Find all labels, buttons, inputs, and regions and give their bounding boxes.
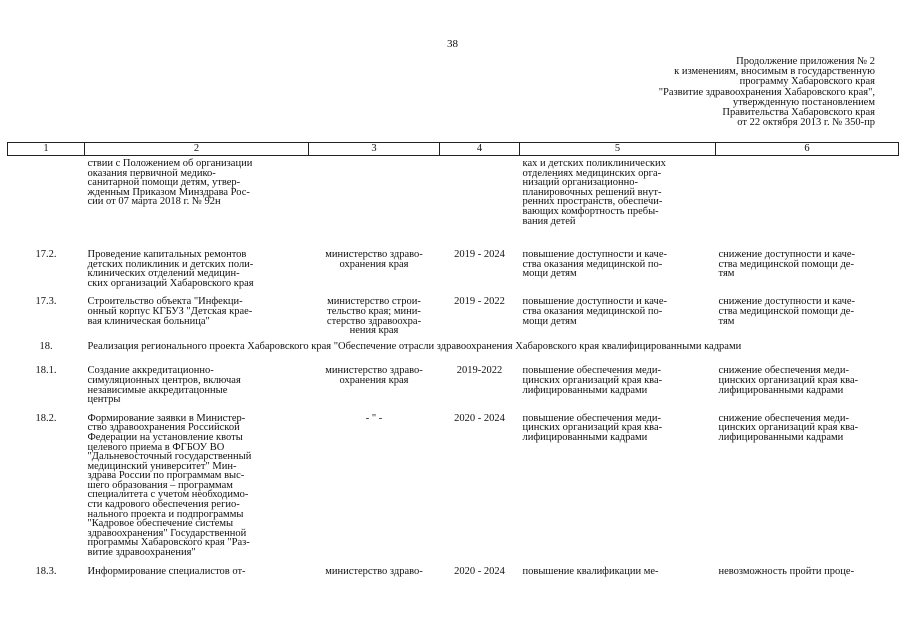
table-row: [8, 241, 899, 288]
program-measures-table: [7, 142, 899, 576]
measure-description-cell: [85, 156, 309, 242]
item-number-cell: [8, 357, 85, 404]
table-row: [8, 156, 899, 242]
cell-line: лифицированными кадрами: [718, 384, 844, 396]
cell-text: 2019 - 2022: [454, 296, 505, 308]
cell-line: "Кадровое обеспечение системы: [87, 518, 234, 530]
cell-text: 18.: [39, 340, 53, 352]
cell-line: низаций организационно-: [522, 177, 639, 189]
cell-line: ства оказания медицинской по-: [522, 258, 663, 270]
cell-line: сии от 07 марта 2018 г. № 92н: [87, 196, 221, 208]
header-line: программу Хабаровского края: [739, 76, 875, 88]
cell-line: здрава России по программам выс-: [87, 470, 245, 482]
cell-line: министерство здраво-: [325, 565, 423, 577]
column-number: 5: [520, 143, 716, 156]
cell-text: 2019 - 2024: [454, 249, 505, 260]
cell-line: снижение обеспечения меди-: [718, 412, 850, 424]
period-cell: [440, 288, 520, 335]
measure-description-cell: [85, 357, 309, 404]
cell-line: целевого приема в ФГБОУ ВО: [87, 441, 225, 453]
page-number: 38: [447, 38, 458, 50]
table-row: [8, 405, 899, 558]
consequence-cell: [716, 241, 899, 288]
cell-line: повышение доступности и каче-: [522, 296, 667, 308]
cell-line: вающих комфортность пребы-: [522, 205, 659, 217]
cell-line: детских поликлиник и детских поли-: [87, 258, 254, 270]
header-line: "Развитие здравоохранения Хабаровского края",: [658, 86, 875, 98]
cell-line: вания детей: [522, 215, 576, 227]
cell-line: программы Хабаровского края "Раз-: [87, 537, 250, 549]
item-number-cell: [8, 558, 85, 577]
cell-text: 18.1.: [35, 365, 57, 377]
cell-line: Информирование специалистов от-: [87, 565, 246, 577]
consequence-cell: [716, 405, 899, 558]
cell-text: 17.2.: [35, 249, 57, 260]
cell-line: министерство здраво-: [325, 249, 423, 260]
item-number-cell: [8, 288, 85, 335]
item-number-cell: [8, 156, 85, 242]
cell-line: снижение доступности и каче-: [718, 249, 856, 260]
cell-line: тельство края; мини-: [327, 305, 421, 317]
cell-line: отделениях медицинских орга-: [522, 167, 662, 179]
cell-line: министерство здраво-: [325, 365, 423, 377]
responsible-executor-cell: [309, 405, 440, 558]
cell-line: центры: [87, 394, 121, 406]
cell-line: Создание аккредитационно-: [87, 365, 214, 377]
cell-line: специалитета с учетом необходимо-: [87, 489, 249, 501]
consequence-cell: [716, 357, 899, 404]
cell-text: 2020 - 2024: [454, 412, 505, 424]
cell-line: снижение обеспечения меди-: [718, 365, 850, 377]
section-number-cell: [8, 336, 85, 358]
period-cell: [440, 357, 520, 404]
cell-line: тям: [718, 268, 735, 280]
cell-line: цинских организаций края ква-: [718, 374, 859, 386]
cell-line: здравоохранения" Государственной: [87, 527, 247, 539]
column-number: 2: [85, 143, 309, 156]
cell-line: витие здравоохранения": [87, 547, 196, 559]
cell-text: 2019-2022: [456, 365, 503, 377]
cell-line: независимые аккредитацонные: [87, 384, 228, 396]
responsible-executor-cell: [309, 357, 440, 404]
header-line: Правительства Хабаровского края: [722, 107, 875, 119]
period-cell: [440, 405, 520, 558]
table-row: [8, 558, 899, 577]
cell-line: нального проекта и подпрограммы: [87, 508, 244, 520]
section-row: [8, 336, 899, 358]
cell-line: планировочных решений внут-: [522, 186, 662, 198]
header-line: утвержденную постановлением: [732, 96, 875, 108]
measure-description-cell: [85, 241, 309, 288]
cell-line: ства медицинской помощи де-: [718, 258, 854, 270]
period-cell: [440, 156, 520, 242]
cell-line: охранения края: [339, 258, 409, 270]
cell-line: ство здравоохранения Российской: [87, 422, 240, 434]
cell-line: мощи детям: [522, 315, 577, 327]
cell-line: санитарной помощи детям, утвер-: [87, 177, 241, 189]
cell-line: Федерации на установление квоты: [87, 431, 243, 443]
responsible-executor-cell: [309, 241, 440, 288]
cell-line: ства медицинской помощи де-: [718, 305, 854, 317]
cell-line: медицинский университет" Мин-: [87, 460, 237, 472]
cell-line: ренних пространств, обеспечи-: [522, 196, 663, 208]
column-number: 3: [309, 143, 440, 156]
consequence-cell: [716, 156, 899, 242]
header-line: Продолжение приложения № 2: [736, 56, 875, 67]
table-row: [8, 357, 899, 404]
section-title: Реализация регионального проекта Хабаровского края "Обеспечение отрасли здравоохранения Хабаровского края квалифицированными кадрами: [87, 340, 742, 352]
cell-line: жденным Приказом Минздрава Рос-: [87, 186, 250, 198]
cell-line: - " -: [365, 412, 383, 424]
cell-line: повышение доступности и каче-: [522, 249, 667, 260]
cell-line: повышение обеспечения меди-: [522, 365, 661, 377]
expected-result-cell: [520, 241, 716, 288]
expected-result-cell: [520, 156, 716, 242]
cell-line: Формирование заявки в Министер-: [87, 412, 246, 424]
cell-line: мощи детям: [522, 268, 577, 280]
measure-description-cell: [85, 405, 309, 558]
consequence-cell: [716, 288, 899, 335]
cell-line: министерство строи-: [327, 296, 421, 308]
item-number-cell: [8, 241, 85, 288]
expected-result-cell: [520, 405, 716, 558]
header-line: к изменениям, вносимым в государственную: [674, 66, 875, 78]
cell-line: повышение квалификации ме-: [522, 565, 659, 577]
responsible-executor-cell: [309, 558, 440, 577]
cell-text: 17.3.: [35, 296, 57, 308]
cell-line: тям: [718, 315, 735, 327]
cell-line: онный корпус КГБУЗ "Детская крае-: [87, 305, 253, 317]
measure-description-cell: [85, 288, 309, 335]
responsible-executor-cell: [309, 288, 440, 335]
cell-line: лифицированными кадрами: [522, 384, 648, 396]
cell-line: лифицированными кадрами: [522, 431, 648, 443]
cell-line: ства оказания медицинской по-: [522, 305, 663, 317]
cell-line: Проведение капитальных ремонтов: [87, 249, 247, 260]
column-number-row: [8, 143, 899, 156]
cell-line: стерство здравоохра-: [326, 315, 422, 327]
cell-line: охранения края: [339, 374, 409, 386]
cell-text: 2020 - 2024: [454, 565, 505, 577]
expected-result-cell: [520, 558, 716, 577]
consequence-cell: [716, 558, 899, 577]
cell-line: клинических отделений медицин-: [87, 268, 240, 280]
table-row: [8, 288, 899, 335]
cell-line: ках и детских поликлинических: [522, 158, 666, 169]
period-cell: [440, 558, 520, 577]
expected-result-cell: [520, 357, 716, 404]
appendix-header: [555, 57, 875, 128]
period-cell: [440, 241, 520, 288]
cell-line: ских организаций Хабаровского края: [87, 277, 254, 289]
expected-result-cell: [520, 288, 716, 335]
responsible-executor-cell: [309, 156, 440, 242]
measure-description-cell: [85, 558, 309, 577]
cell-line: нения края: [349, 325, 399, 337]
item-number-cell: [8, 405, 85, 558]
cell-line: цинских организаций края ква-: [718, 422, 859, 434]
cell-line: ствии с Положением об организации: [87, 158, 253, 169]
cell-line: "Дальневосточный государственный: [87, 451, 252, 463]
cell-line: лифицированными кадрами: [718, 431, 844, 443]
column-number: 6: [716, 143, 899, 156]
cell-line: повышение обеспечения меди-: [522, 412, 661, 424]
cell-line: шего образования – программам: [87, 479, 233, 491]
cell-line: снижение доступности и каче-: [718, 296, 856, 308]
cell-line: вая клиническая больница": [87, 315, 210, 327]
cell-line: Строительство объекта "Инфекци-: [87, 296, 243, 308]
cell-line: невозможность пройти проце-: [718, 565, 855, 577]
column-number: 4: [440, 143, 520, 156]
cell-line: симуляционных центров, включая: [87, 374, 241, 386]
cell-line: оказания первичной медико-: [87, 167, 216, 179]
cell-line: сти кадрового обеспечения регио-: [87, 499, 240, 511]
column-number: 1: [8, 143, 85, 156]
cell-line: цинских организаций края ква-: [522, 374, 663, 386]
section-title-cell: [85, 336, 899, 358]
cell-line: цинских организаций края ква-: [522, 422, 663, 434]
header-line: от 22 октября 2013 г. № 350-пр: [737, 117, 875, 129]
cell-text: 18.3.: [35, 565, 57, 577]
cell-text: 18.2.: [35, 412, 57, 424]
